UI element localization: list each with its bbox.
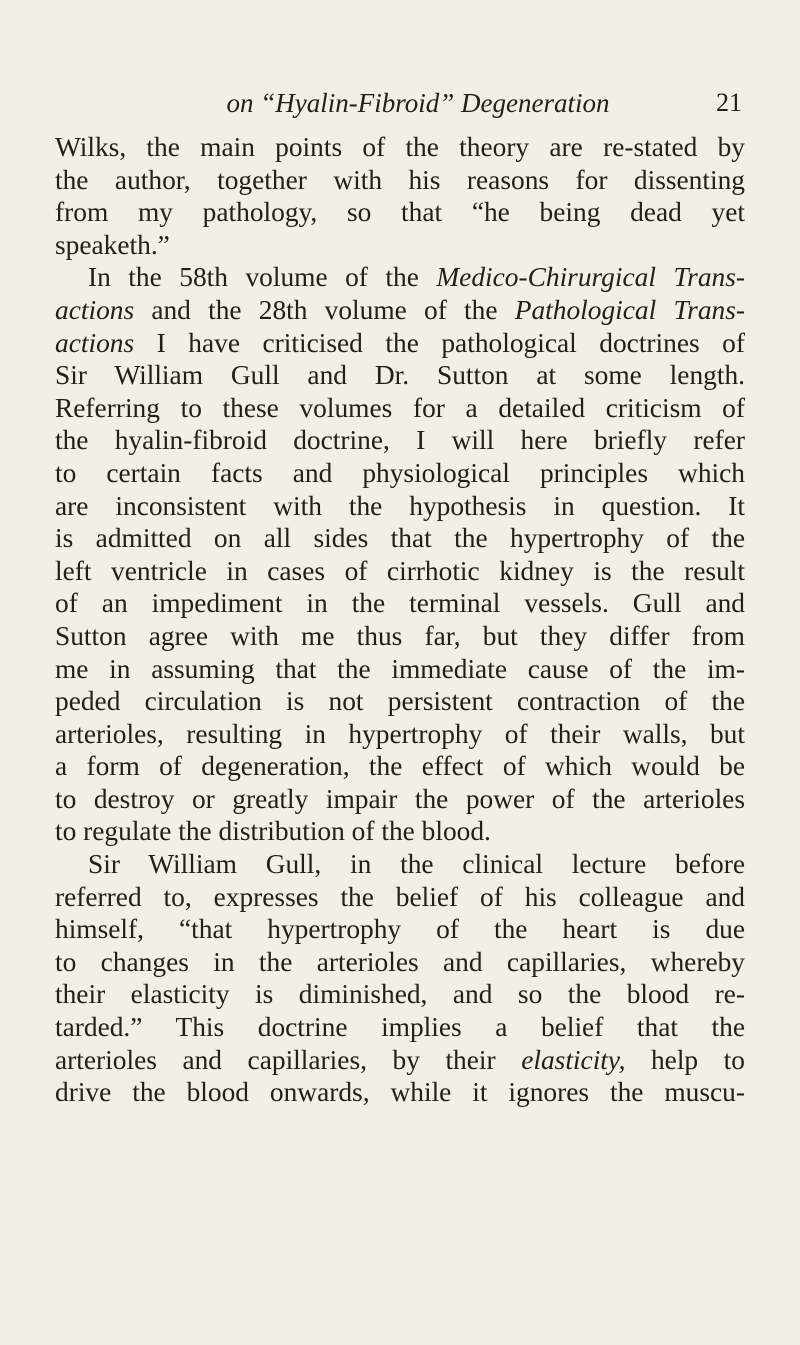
text-line: to destroy or greatly impair the power of the arterioles (55, 783, 745, 814)
running-head-title-text: “Hyalin-Fibroid” Degeneration (260, 88, 610, 118)
text-line: their elasticity is diminished, and so the blood re- (55, 979, 745, 1010)
running-head (118, 88, 742, 120)
text-line: a form of degeneration, the effect of which would be (55, 751, 745, 782)
running-head-prefix: on (226, 88, 261, 118)
text-line: is admitted on all sides that the hypertrophy of the (55, 523, 745, 554)
text-line: tarded.” This doctrine implies a belief that the (55, 1012, 745, 1043)
text-line: Sir William Gull and Dr. Sutton at some length. (55, 360, 745, 391)
italic-title: actions (55, 327, 135, 358)
text-line: from my pathology, so that “he being dead yet (55, 197, 745, 228)
text-line: to regulate the distribution of the blood. (55, 816, 491, 847)
italic-title: Pathological Trans- (514, 294, 745, 325)
text-line: me in assuming that the immediate cause of the im- (55, 653, 745, 684)
text-line: to changes in the arterioles and capillaries, whereby (55, 946, 745, 977)
text-line: drive the blood onwards, while it ignores the muscu- (55, 1077, 745, 1108)
text-line: arterioles, resulting in hypertrophy of their walls, but (55, 718, 745, 749)
italic-title: Medico-Chirurgical Trans- (436, 262, 745, 293)
text-line: Wilks, the main points of the theory are re-stated by (55, 132, 745, 162)
text-line: Referring to these volumes for a detailed criticism of (55, 392, 745, 423)
body-text (55, 131, 745, 1109)
text-line: are inconsistent with the hypothesis in question. It (55, 490, 745, 521)
text-line: In the 58th volume of the Medico-Chirurgical Trans- (88, 262, 745, 293)
italic-word: elasticity, (521, 1044, 626, 1075)
text-line: Sutton agree with me thus far, but they differ from (55, 620, 745, 651)
running-head-title (118, 88, 718, 119)
text-line: referred to, expresses the belief of his colleague and (55, 881, 745, 912)
text-line: of an impediment in the terminal vessels. Gull and (55, 588, 745, 619)
text-line: arterioles and capillaries, by their elasticity, help to (55, 1044, 745, 1075)
italic-title: actions (55, 294, 135, 325)
text-line: Sir William Gull, in the clinical lecture before (88, 849, 745, 880)
text-line: left ventricle in cases of cirrhotic kidney is the result (55, 555, 745, 586)
text-line: speaketh.” (55, 229, 170, 260)
page-number: 21 (716, 88, 742, 117)
text-line: to certain facts and physiological principles which (55, 457, 745, 488)
text-line: himself, “that hypertrophy of the heart is due (55, 914, 745, 945)
text-line: the hyalin-fibroid doctrine, I will here briefly refer (55, 425, 745, 456)
text-line: peded circulation is not persistent contraction of the (55, 686, 745, 717)
text-line: actions and the 28th volume of the Pathological Trans- (55, 294, 745, 325)
text-line: actions I have criticised the pathological doctrines of (55, 327, 745, 358)
text-line: the author, together with his reasons for dissenting (55, 164, 745, 195)
